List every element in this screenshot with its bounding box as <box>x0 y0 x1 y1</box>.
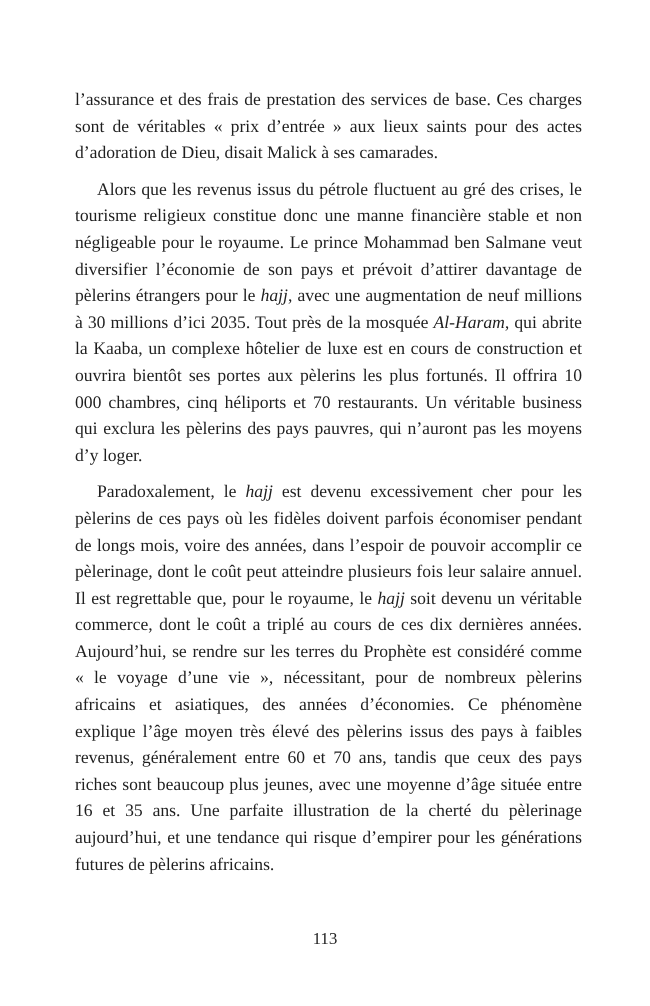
paragraph-2 <box>75 176 582 469</box>
text-run: , qui abrite la Kaaba, un complexe hôtelier de luxe est en cours de construction et ouvrira bientôt ses portes aux pèlerins les plus fortunés. Il offrira 10 000 chambres, cinq héliports et 70 restaurants. Un véritable business qui exclura les pèlerins des pays pauvres, qui n’auront pas les moyens d’y loger. <box>75 311 582 465</box>
paragraph-3 <box>75 478 582 877</box>
text-run: est devenu excessivement cher pour les pèlerins de ces pays où les fidèles doivent parfois économiser pendant de longs mois, voire des années, dans l’espoir de pouvoir accomplir ce pèlerinage, dont le coût peut atteindre plusieurs fois leur salaire annuel. Il est regrettable que, pour le royaume, le <box>75 481 582 608</box>
italic-term-al-haram: Al-Haram <box>433 311 505 332</box>
text-run: soit devenu un véritable commerce, dont le coût a triplé au cours de ces dix dernières années. Aujourd’hui, se rendre sur les terres du Prophète est considéré comme « le voyage d’une vie », nécessitant, pour de nombreux pèlerins africains et asiatiques, des années d’économies. Ce phénomène explique l’âge moyen très élevé des pèlerins issus des pays à faibles revenus, généralement entre 60 et 70 ans, tandis que ceux des pays riches sont beaucoup plus jeunes, avec une moyenne d’âge située entre 16 et 35 ans. Une parfaite illustration de la cherté du pèlerinage aujourd’hui, et une tendance qui risque d’empirer pour les générations futures de pèlerins africains. <box>75 587 582 874</box>
text-run: Paradoxalement, le <box>97 481 246 502</box>
text-run: , avec une augmentation de neuf millions à 30 millions d’ici 2035. Tout près de la mosquée <box>75 285 582 332</box>
text-run: l’assurance et des frais de prestation des services de base. Ces charges sont de véritables « prix d’entrée » aux lieux saints pour des actes d’adoration de Dieu, disait Malick à ses camarades. <box>75 89 582 163</box>
italic-term-hajj: hajj <box>245 481 273 502</box>
page-number: 113 <box>312 929 338 948</box>
paragraph-1 <box>75 86 582 166</box>
page-body <box>75 86 582 887</box>
text-run: Alors que les revenus issus du pétrole fluctuent au gré des crises, le tourisme religieux constitue donc une manne financière stable et non négligeable pour le royaume. Le prince Mohammad ben Salmane veut diversifier l’économie de son pays et prévoit d’attirer davantage de pèlerins étrangers pour le <box>75 178 582 306</box>
italic-term-hajj: hajj <box>377 587 405 608</box>
italic-term-hajj: hajj <box>260 285 288 306</box>
